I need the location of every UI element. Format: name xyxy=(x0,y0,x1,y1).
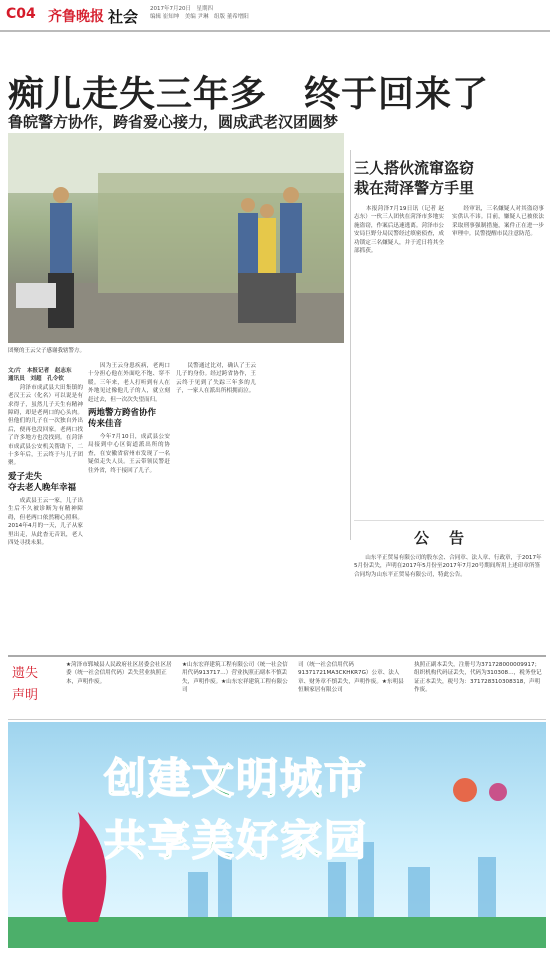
lost-notice-item: 执照正副本丢失，注册号为371728000009917；组织机构代码证丢失，代码为310308…，税务登记证正本丢失，税号为：371728310308318，声明作废。 xyxy=(414,662,542,694)
header-meta xyxy=(150,5,249,21)
subheadline: 鲁皖警方协作，跨省爱心接力，圆成武老汉团圆梦 xyxy=(8,113,339,131)
article-paragraph: 本报菏泽7月19日讯（记者 赵志东）一伙三人团伙在菏泽市多地实施盗窃，作案后迅速逃离。菏泽市公安局巨野分局民警经过缜密侦查，成功锁定三名嫌疑人，并于近日将其全部抓获。 xyxy=(354,206,444,255)
section-name: 社会 xyxy=(108,8,139,26)
article-paragraph: 经审讯，三名嫌疑人对其盗窃事实供认不讳。目前，嫌疑人已被依法采取刑事强制措施，案件正在进一步审理中。民警提醒市民注意防范。 xyxy=(452,206,544,238)
right-column-1 xyxy=(354,205,444,255)
article-paragraph: 民警通过比对，确认了王云儿子的身份。经过跨省协作，王云终于见到了失踪三年多的儿子，一家人在派出所相拥而泣。 xyxy=(176,363,256,395)
article-column-3 xyxy=(176,362,256,396)
paper-logo: 齐鲁晚报 xyxy=(48,9,104,25)
right-headline: 三人搭伙流窜盗窃 栽在菏泽警方手里 xyxy=(354,159,475,197)
public-notice xyxy=(354,520,544,639)
ad-slogan-line-1: 创建文明城市 xyxy=(104,754,369,803)
lost-notice-section xyxy=(8,655,546,720)
article-paragraph: 今年7月10日，成武县公安局接到中心区街道派出所的协查，在安徽省宿州市发现了一名疑似走失人员。王云带领民警赶往外省，终于接回了儿子。 xyxy=(88,434,170,474)
article-column-1 xyxy=(8,367,83,547)
byline: 文/片 本报记者 赵志东 通讯员 刘超 孔令钦 xyxy=(8,368,72,383)
right-column-2 xyxy=(452,205,544,239)
page-number: C04 xyxy=(6,6,36,22)
headline: 痴儿走失三年多 终于回来了 xyxy=(8,74,490,115)
civic-advertisement xyxy=(8,722,546,948)
news-photo xyxy=(8,133,344,343)
article-paragraph: 菏泽市成武县大田集镇的老汉王云（化名）可以说是有求得子，虽然儿子天生有精神障碍，却是老两口的心头肉。但他们的儿子在一次独自外出后，便再也没回家。老两口找了许多地方也没找到。在菏泽市成武县公安机关帮助下，二十多年后，王云终于与儿子团聚。 xyxy=(8,384,83,467)
lost-notice-tag: 遗失 声明 xyxy=(12,666,39,703)
article-column-2 xyxy=(88,362,170,475)
lost-notice-item: ★山东宏祥建筑工程有限公司（统一社会信用代码913717…）营业执照正副本不慎丢失，声明作废。★山东宏祥建筑工程有限公司 xyxy=(182,662,288,694)
ad-slogan-line-2: 共享美好家园 xyxy=(104,816,369,865)
lost-notice-item: 司（统一社会信用代码 91371721MA3CKHKR7G）公章、法人章、财务章不慎丢失，声明作废。★东明县恒顺家居有限公司 xyxy=(298,662,404,694)
photo-illustration xyxy=(8,133,344,343)
photo-caption: 团聚的王云父子感谢我辖警方。 xyxy=(8,348,86,354)
page-header xyxy=(0,0,550,32)
notice-title: 公告 xyxy=(413,529,484,547)
article-paragraph: 成武县王云一家，儿子出生后不久被诊断为有精神障碍，但老两口依然精心照料。2014年4月的一天，儿子从家里出走，从此杳无音讯，老人四处寻找未果。 xyxy=(8,497,83,546)
section-heading: 爱子走失 夺去老人晚年幸福 xyxy=(8,471,77,493)
lost-notice-item: ★菏泽市郓城县人民政府社区居委会社区居委（统一社会信用代码）丢失营业执照正本，声明作废。 xyxy=(66,662,172,685)
issue-date: 2017年7月20日 星期四 xyxy=(150,6,213,12)
section-heading: 两地警方跨省协作 传来佳音 xyxy=(88,408,157,430)
article-paragraph: 因为王云身患疾病，老两口十分担心他在外面吃不饱、穿不暖。三年来，老人打听到有人在外地见过像他儿子的人，就立刻赶过去，但一次次失望而归。 xyxy=(88,363,170,403)
editor-credits: 编辑 崔知坤 美编 尹琳 组版 董希增阳 xyxy=(150,14,249,20)
column-divider xyxy=(350,150,351,540)
notice-text: 山东平正贸易有限公司的股东会、合同章、法人章、行政章，于2017年5月份丢失，声明在2017年5月份至2017年7月20号期间所用上述印章所签合同均为山东平正贸易有限公司，特此公告。 xyxy=(354,555,542,578)
